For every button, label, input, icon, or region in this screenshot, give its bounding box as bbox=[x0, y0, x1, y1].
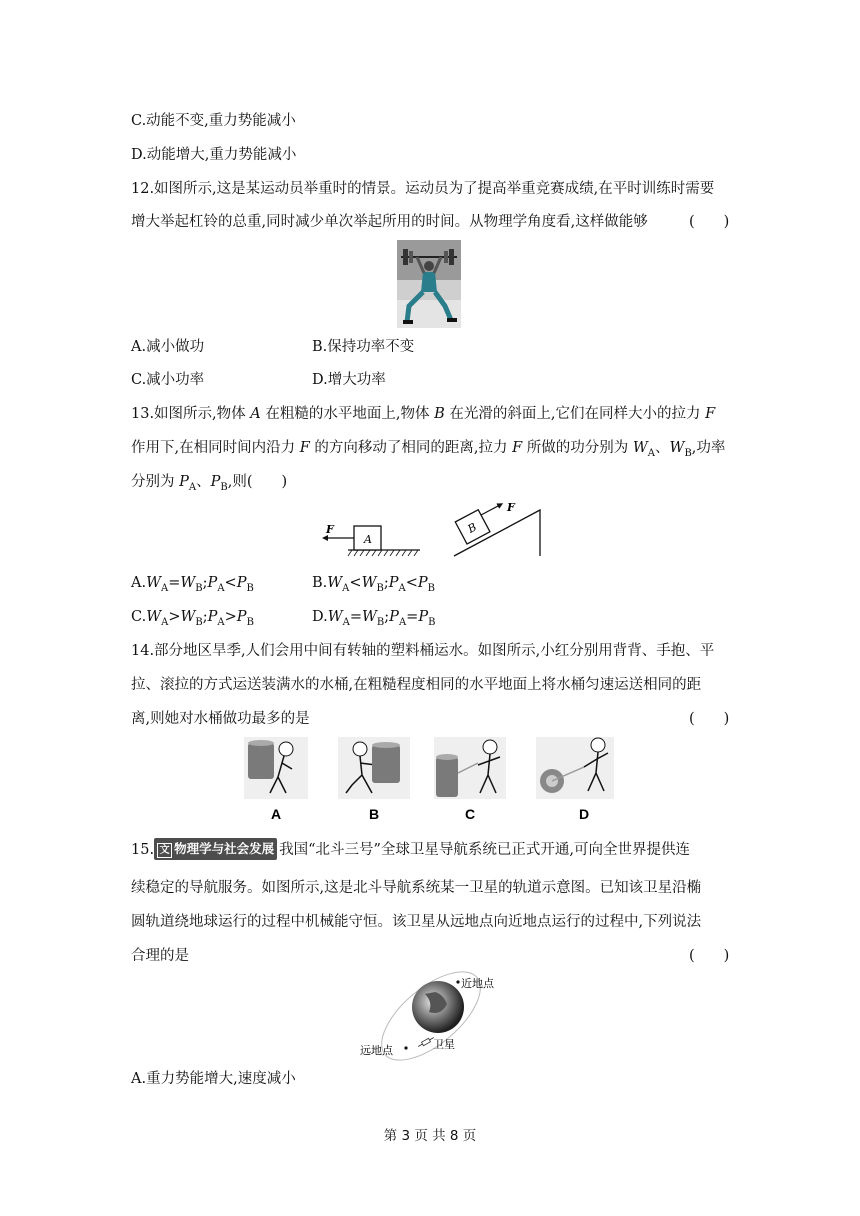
q11-option-c: C.动能不变,重力势能减小 bbox=[131, 113, 296, 129]
panel-a-label: A bbox=[270, 806, 282, 822]
q15-stem-text1: 我国“北斗三号”全球卫星导航系统已正式开通,可向全世界提供连 bbox=[279, 842, 691, 858]
apogee-label: 远地点 bbox=[360, 1044, 393, 1057]
panel-b-hand-hold bbox=[338, 737, 410, 799]
panel-d-roll-pull bbox=[536, 737, 614, 799]
water-bucket-diagram bbox=[240, 733, 620, 823]
q12-option-a: A.减小做功 bbox=[131, 339, 205, 355]
q15-stem-line2: 续稳定的导航服务。如图所示,这是北斗导航系统某一卫星的轨道示意图。已知该卫星沿椭 bbox=[131, 880, 702, 896]
q15-stem-line4: 合理的是 bbox=[131, 948, 189, 964]
q14-stem-line1: 14.部分地区旱季,人们会用中间有转轴的塑料桶运水。如图所示,小红分别用背背、手抱、平 bbox=[131, 643, 715, 659]
q13-option-c: $C.W_A>W_B;P_A>P_B$ bbox=[131, 609, 254, 628]
weightlifter-photo bbox=[397, 240, 461, 328]
q11-option-d: D.动能增大,重力势能减小 bbox=[131, 147, 297, 163]
page-footer: 第 3 页 共 8 页 bbox=[383, 1128, 477, 1144]
q14-stem-line3: 离,则她对水桶做功最多的是 bbox=[131, 711, 310, 727]
book-icon: 文 bbox=[157, 843, 172, 858]
topic-badge bbox=[154, 838, 277, 860]
q14-answer-paren: ( ) bbox=[689, 711, 730, 727]
perigee-label: 近地点 bbox=[461, 977, 494, 990]
force-diagram bbox=[318, 498, 548, 564]
q13-option-b: $B.W_A<W_B;P_A<P_B$ bbox=[312, 575, 435, 594]
q15-answer-paren: ( ) bbox=[689, 948, 730, 964]
satellite-label: 卫星 bbox=[433, 1038, 455, 1051]
panel-a-back-carry bbox=[244, 737, 308, 799]
force-f-label-a: F bbox=[326, 523, 334, 536]
satellite-orbit-diagram bbox=[355, 972, 494, 1060]
q13-option-a: $A.W_A=W_B;P_A<P_B$ bbox=[131, 575, 254, 594]
q13-stem-line1: 13.如图所示,物体 A 在粗糙的水平地面上,物体 B 在光滑的斜面上,它们在同样大小的拉力 F bbox=[131, 406, 716, 422]
panel-c-flat-pull bbox=[434, 737, 506, 799]
panel-c-label: C bbox=[464, 806, 476, 822]
topic-badge-label: 物理学与社会发展 bbox=[174, 841, 275, 856]
block-a-label: A bbox=[364, 533, 372, 546]
q14-stem-line2: 拉、滚拉的方式运送装满水的水桶,在粗糙程度相同的水平地面上将水桶匀速运送相同的距 bbox=[131, 677, 702, 693]
q12-stem-line1: 12.如图所示,这是某运动员举重时的情景。运动员为了提高举重竞赛成绩,在平时训练时需要 bbox=[131, 181, 715, 197]
q15-stem-line1 bbox=[131, 838, 690, 860]
q15-number: 15. bbox=[131, 842, 155, 858]
q12-option-d: D.增大功率 bbox=[312, 372, 386, 388]
panel-d-label: D bbox=[578, 806, 590, 822]
q12-answer-paren: ( ) bbox=[689, 214, 730, 230]
q15-option-a: A.重力势能增大,速度减小 bbox=[131, 1071, 296, 1087]
q12-stem-line2: 增大举起杠铃的总重,同时减少单次举起所用的时间。从物理学角度看,这样做能够 bbox=[131, 214, 648, 230]
q13-stem-line3: 分别为 $P_A$、$P_B$,则( ) bbox=[131, 474, 288, 493]
q15-stem-line3: 圆轨道绕地球运行的过程中机械能守恒。该卫星从远地点向近地点运行的过程中,下列说法 bbox=[131, 914, 702, 930]
panel-b-label: B bbox=[368, 806, 380, 822]
q12-option-b: B.保持功率不变 bbox=[312, 339, 415, 355]
q13-stem-line2: 作用下,在相同时间内沿力 F 的方向移动了相同的距离,拉力 F 所做的功分别为 $W_A$、$W_B$,功率 bbox=[131, 440, 726, 459]
force-f-label-b: F bbox=[507, 501, 515, 514]
q13-option-d: $D.W_A=W_B;P_A=P_B$ bbox=[312, 609, 436, 628]
q12-option-c: C.减小功率 bbox=[131, 372, 205, 388]
block-b-label: B bbox=[465, 520, 479, 536]
